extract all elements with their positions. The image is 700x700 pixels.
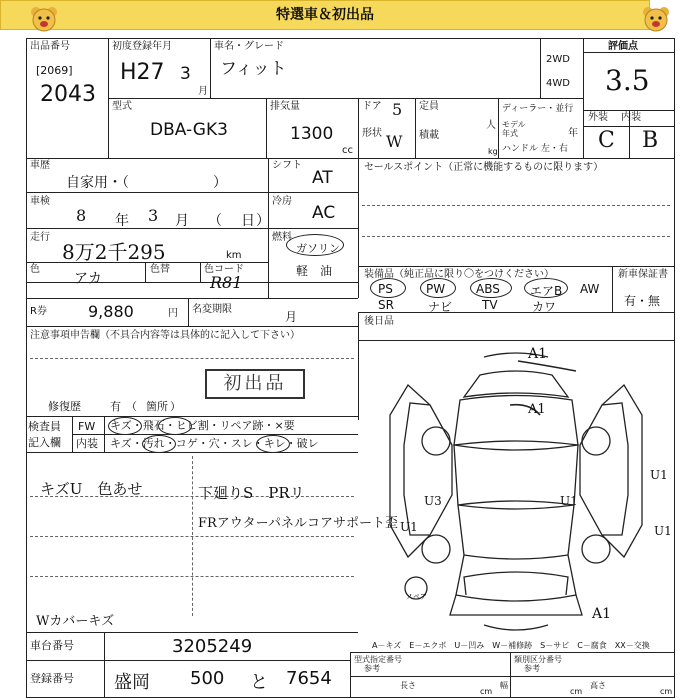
diagram-mark-u1-left: U1: [400, 520, 418, 534]
header-banner: [0, 0, 650, 30]
first-registration-label: 初度登録年月: [112, 41, 172, 52]
length-unit: cm: [480, 687, 493, 696]
class-no-ref: 参考: [524, 664, 540, 673]
plate-kana: と: [250, 672, 268, 693]
note-scratch-fade: キズU 色あせ: [40, 480, 143, 498]
note-panel-distortion: FRアウターパネルコアサポート歪: [198, 516, 399, 531]
repair-place-open: （: [126, 400, 137, 413]
equip-abs: ABS: [476, 282, 500, 296]
recycle-label: R券: [30, 306, 47, 317]
car-name-label: 車名・グレード: [214, 41, 284, 52]
note-circle: [108, 417, 142, 435]
note-circle: [158, 417, 192, 435]
spare-label: スペア: [406, 593, 427, 601]
shape-value: W: [386, 132, 403, 151]
chassis-no-value: 3205249: [172, 636, 253, 657]
equip-leather: カワ: [532, 300, 557, 314]
repair-place-close: ）: [170, 400, 181, 413]
equip-pw: PW: [426, 282, 446, 296]
bear-mascot-icon: [30, 6, 58, 32]
car-name: フィット: [220, 59, 287, 79]
inspection-day-close: ）: [256, 213, 270, 229]
history-value: 自家用・（ ）: [66, 175, 227, 191]
inspector-exterior-items: キズ・飛石・ヒビ割・リペア跡・×要: [110, 419, 295, 432]
color-code-label: 色コード: [204, 264, 244, 275]
remarks-title: 注意事項申告欄（不具合内容等は具体的に記入して下さい）: [30, 330, 300, 341]
dealer-label: ディーラー・並行: [502, 104, 574, 114]
sales-point-label: セールスポイント（正常に機能するものに限ります）: [364, 162, 604, 173]
rating-label: 評価点: [608, 41, 638, 52]
diagram-mark-u1-right-lower: U1: [654, 524, 672, 538]
color-code-value: R81: [210, 273, 243, 292]
repair-history-label: 修復歴: [48, 400, 81, 413]
equipment-label: 装備品（純正品に限り〇をつけください）: [364, 269, 554, 280]
note-circle: [256, 435, 290, 453]
ac-label: 冷房: [272, 196, 292, 207]
plate-area: 盛岡: [114, 672, 150, 693]
inspector-label: 検査員: [28, 420, 61, 433]
shift-value: AT: [312, 168, 333, 188]
inspection-month-unit: 月: [175, 213, 189, 229]
ext-int-label: 外装 内装: [588, 112, 642, 123]
doors-label: ドア: [362, 101, 382, 112]
form-type-label: 型式指定番号: [354, 655, 402, 664]
new-warranty-value: 有・無: [624, 294, 661, 308]
inspection-day-open: （: [208, 213, 222, 229]
bear-mascot-icon: [642, 6, 670, 32]
yen-unit: 円: [168, 308, 178, 319]
equip-airbag: エアB: [530, 284, 563, 298]
drive-4wd-label: 4WD: [546, 78, 570, 89]
kg-unit: kg: [488, 147, 498, 156]
lot-number: 2043: [40, 82, 96, 107]
handle-label: ハンドル 左・右: [502, 144, 568, 154]
history-label: 車歴: [30, 160, 50, 171]
repair-place-label: 箇所: [146, 400, 168, 413]
doors-value: 5: [392, 100, 403, 119]
equip-navi: ナビ: [428, 300, 453, 314]
note-circle: [142, 435, 176, 453]
length-label: 長さ: [400, 681, 416, 690]
diagram-mark-u1-right: U1: [650, 468, 668, 482]
displacement-label: 排気量: [270, 101, 300, 112]
fuel-diesel: 軽 油: [296, 264, 333, 278]
drive-2wd-label: 2WD: [546, 54, 570, 65]
shift-label: シフト: [272, 160, 302, 171]
name-change-month-unit: 月: [285, 310, 298, 324]
fw-label: FW: [78, 420, 96, 433]
plate-number: 7654: [286, 668, 332, 689]
note-underbody: 下廻りS PRリ: [198, 484, 305, 502]
fuel-label: 燃料: [272, 232, 292, 243]
equip-circle: [470, 278, 512, 298]
record-field-label: 記入欄: [28, 436, 61, 449]
repair-have: 有: [110, 400, 121, 413]
interior-grade: B: [642, 128, 659, 153]
inspection-day-unit: 日: [241, 213, 255, 229]
capacity-unit: 人: [486, 120, 496, 131]
class-no-label: 類別区分番号: [514, 655, 562, 664]
shape-label: 形状: [362, 128, 382, 139]
after-parts-label: 後日品: [364, 316, 394, 327]
capacity-label: 定員: [419, 101, 439, 112]
interior-label: 内装: [76, 437, 98, 450]
equip-ps: PS: [378, 282, 393, 296]
width-unit: cm: [570, 687, 583, 696]
fuel-gasoline-circle: [286, 234, 344, 256]
mileage-label: 走行: [30, 232, 50, 243]
inspection-label: 車検: [30, 196, 50, 207]
equip-circle: [524, 278, 568, 298]
equip-aw: AW: [580, 282, 600, 296]
model-year-label-2: 年式: [502, 129, 518, 138]
inspection-year: 8: [76, 206, 87, 225]
lot-code: [2069]: [36, 64, 73, 77]
equip-sr: SR: [378, 298, 394, 312]
registration-month: 3: [180, 64, 191, 84]
fuel-gasoline: ガソリン: [296, 242, 340, 255]
note-wheel-cover: Wカバーキズ: [36, 614, 115, 629]
diagram-mark-a1-roof: A1: [528, 402, 546, 417]
color-label: 色: [30, 264, 40, 275]
equip-circle: [420, 278, 456, 298]
displacement-value: 1300: [290, 124, 334, 144]
diagram-mark-a1-bottom: A1: [592, 606, 612, 622]
equip-circle: [370, 278, 406, 298]
inspector-interior-items: キズ・汚れ・コゲ・穴・スレ・キレ・破レ: [110, 437, 319, 450]
height-unit: cm: [660, 687, 673, 696]
first-listing-stamp: 初出品: [205, 369, 305, 399]
model-label: 型式: [112, 101, 132, 112]
diagram-mark-u3: U3: [424, 494, 442, 508]
lot-number-label: 出品番号: [30, 41, 70, 52]
color-value: アカ: [74, 271, 102, 287]
registration-era: H27: [120, 60, 165, 85]
new-warranty-label: 新車保証書: [618, 269, 668, 280]
rating-value: 3.5: [605, 64, 650, 97]
equip-tv: TV: [482, 298, 498, 312]
reg-no-label: 登録番号: [30, 672, 74, 685]
model-year-label-1: モデル: [502, 120, 526, 129]
inspection-month: 3: [148, 206, 159, 225]
ac-value: AC: [312, 203, 336, 223]
diagram-mark-a1-top: A1: [528, 346, 548, 362]
width-label: 幅: [500, 681, 508, 690]
mileage-value: 8万2千295: [62, 240, 166, 264]
km-unit: km: [226, 250, 242, 261]
header-title: 特選車＆初出品: [276, 7, 374, 23]
diagram-mark-u1-mid: U1: [560, 494, 578, 508]
color-change-label: 色替: [150, 264, 170, 275]
plate-class: 500: [190, 668, 225, 689]
cc-unit: cc: [342, 145, 353, 156]
load-label: 積載: [419, 130, 439, 141]
recycle-value: 9,880: [88, 302, 134, 321]
chassis-no-label: 車台番号: [30, 639, 74, 652]
exterior-grade: C: [598, 128, 615, 153]
form-type-ref: 参考: [364, 664, 380, 673]
name-change-label: 名変期限: [192, 304, 232, 315]
registration-month-unit: 月: [198, 86, 208, 97]
inspection-year-unit: 年: [115, 213, 129, 229]
damage-legend: A－キズ E－エクボ U－凹み W－補修跡 S－サビ C－腐食 XX－交換: [372, 641, 650, 650]
model-value: DBA-GK3: [150, 120, 228, 140]
height-label: 高さ: [590, 681, 606, 690]
model-year-unit: 年: [568, 128, 578, 139]
